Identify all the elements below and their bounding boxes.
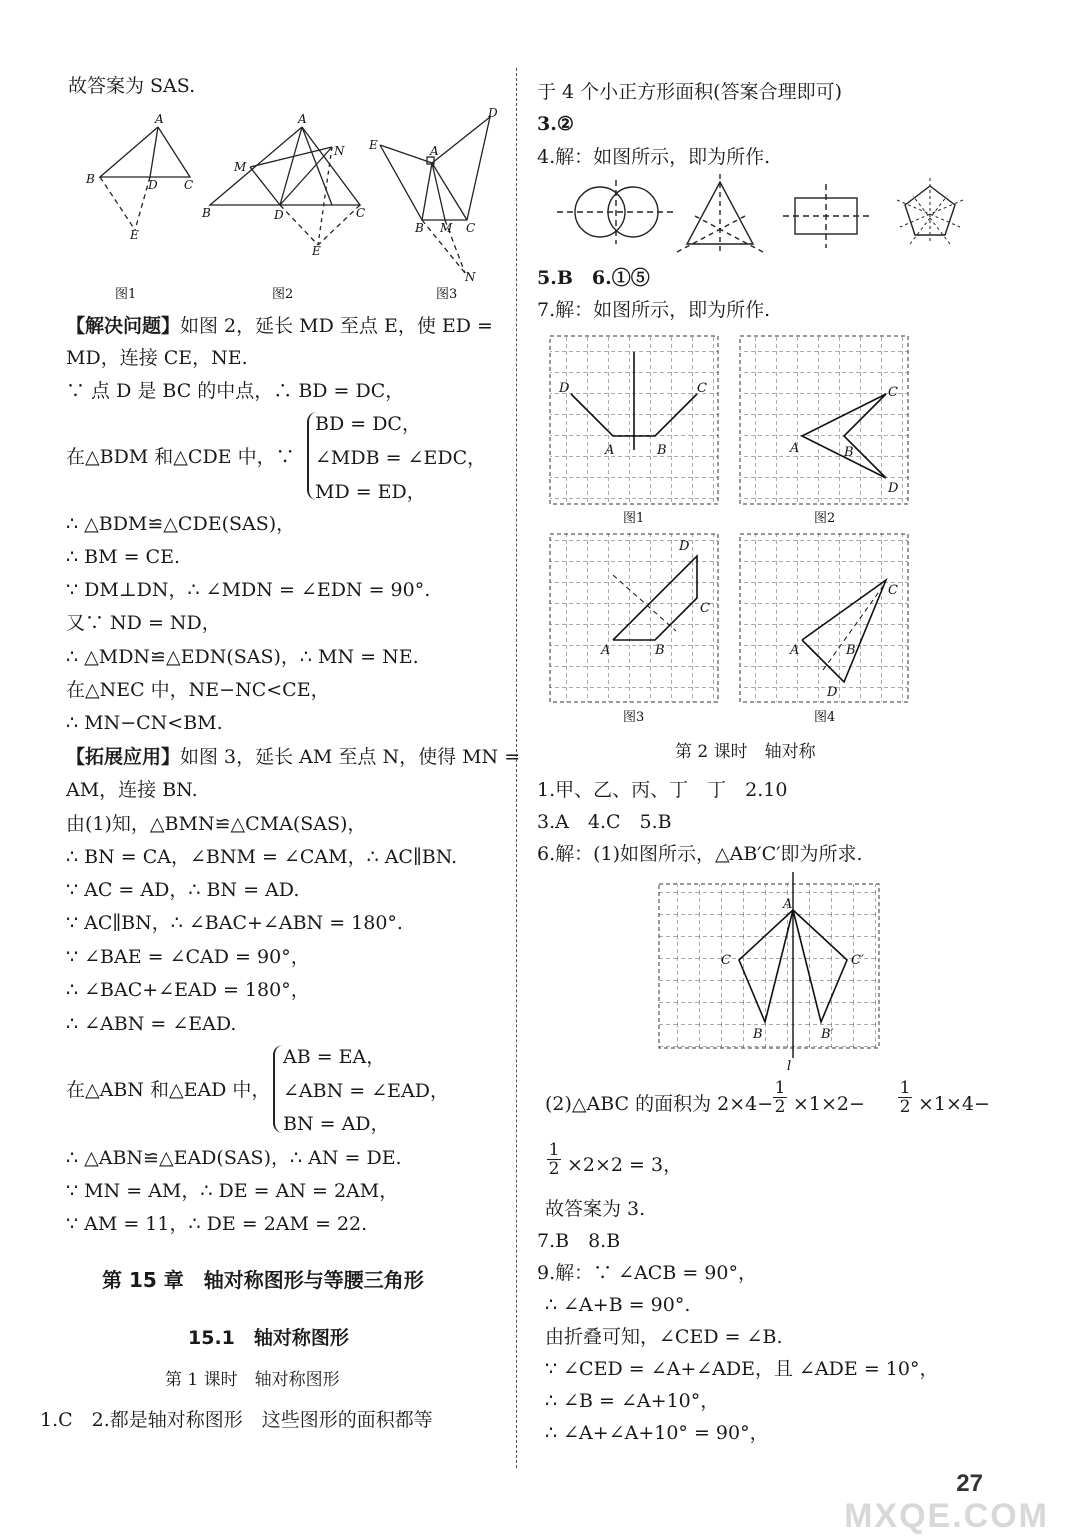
svg-text:A: A [298,112,307,126]
solve-heading: 【解决问题】 [66,315,181,337]
section-title: 15.1 轴对称图形 [188,1327,349,1349]
svg-text:C: C [721,953,731,968]
proof-line: ∴ ∠A+∠A+10° = 90°， [545,1422,769,1444]
proof-line: MD，连接 CE，NE. [66,347,248,369]
svg-text:D: D [148,178,158,192]
answer-line: 1.甲、乙、丙、丁 丁 2.10 [537,779,788,801]
grid-caption: 图2 [814,511,836,526]
svg-text:B: B [655,643,665,658]
svg-text:M: M [440,221,453,235]
svg-text:C: C [356,206,366,220]
formula-part: ×2×2 = 3， [567,1154,683,1176]
proof-line: ∵ AC∥BN，∴ ∠BAC+∠ABN = 180°. [66,912,403,934]
system-line: MD = ED， [315,481,426,503]
extension-paragraph [66,745,520,769]
figure-caption: 图2 [272,287,294,302]
proof-line: 在△NEC 中，NE−NC<CE， [66,679,330,701]
proof-line: ∴ △MDN≌△EDN(SAS)，∴ MN = NE. [66,646,419,668]
brace [273,1045,283,1133]
proof-line: ∴ ∠ABN = ∠EAD. [66,1013,237,1035]
svg-text:C′: C′ [851,953,864,968]
proof-line: ∴ MN−CN<BM. [66,712,223,734]
grid-figures [545,330,945,730]
extension-heading: 【拓展应用】 [66,746,181,768]
svg-text:B′: B′ [821,1027,834,1042]
answer-line: 7.B 8.B [537,1230,621,1252]
proof-line: ∵ 点 D 是 BC 的中点，∴ BD = DC， [66,380,405,402]
answer-line: 1.C 2.都是轴对称图形 这些图形的面积都等 [40,1409,433,1431]
fraction [773,1079,787,1116]
geometry-figures [70,105,510,305]
lesson-title: 第 2 课时 轴对称 [675,742,816,762]
formula-part: ×1×2− [793,1093,865,1115]
proof-line: ∵ AM = 11，∴ DE = 2AM = 22. [66,1213,368,1235]
answer-line: 9.解：∵ ∠ACB = 90°， [537,1262,757,1284]
svg-text:B: B [844,445,854,460]
proof-line: 由折叠可知，∠CED = ∠B. [545,1326,783,1348]
proof-line: ∴ △ABN≌△EAD(SAS)，∴ AN = DE. [66,1147,402,1169]
svg-text:B: B [415,221,424,235]
proof-line: ∵ ∠CED = ∠A+∠ADE，且 ∠ADE = 10°， [545,1358,939,1380]
svg-text:A: A [790,441,800,456]
fraction-denominator: 2 [548,1159,560,1179]
svg-text:A: A [605,443,615,458]
svg-text:B: B [202,206,211,220]
svg-text:D: D [559,381,570,396]
svg-text:A: A [790,643,800,658]
svg-text:A: A [783,897,793,912]
system-line: ∠ABN = ∠EAD， [283,1080,449,1102]
svg-text:D: D [888,481,899,496]
symmetry-shapes [555,172,995,262]
proof-line: ∴ △BDM≌△CDE(SAS)， [66,513,296,535]
proof-line: ∵ MN = AM，∴ DE = AN = 2AM， [66,1180,399,1202]
system-line: BD = DC， [315,413,421,435]
svg-text:C: C [700,601,710,616]
svg-text:C: C [466,221,476,235]
fraction-numerator: 1 [899,1078,911,1098]
svg-text:B: B [846,643,856,658]
svg-text:C: C [184,178,194,192]
answer-line: 6.解：(1)如图所示，△AB′C′即为所求. [537,843,863,865]
area-formula [545,1092,773,1116]
answer-line: 于 4 个小正方形面积(答案合理即可) [537,81,842,103]
svg-text:B: B [657,443,667,458]
answer-line: 故答案为 SAS. [68,75,196,97]
grid-caption: 图3 [623,710,645,725]
fraction-denominator: 2 [774,1097,786,1117]
answer-line: 7.解：如图所示，即为所作. [537,299,771,321]
grid-caption: 图1 [623,511,645,526]
svg-text:C: C [888,385,898,400]
chapter-title: 第 15 章 轴对称图形与等腰三角形 [102,1268,424,1292]
svg-text:D: D [488,106,498,120]
svg-text:N: N [334,144,345,158]
fraction-numerator: 1 [774,1078,786,1098]
svg-text:D: D [827,685,838,700]
grid-caption: 图4 [814,710,836,725]
answer-line: 3.A 4.C 5.B [537,811,672,833]
page-number: 27 [956,1470,983,1497]
svg-text:A: A [155,112,164,126]
proof-line: ∵ DM⊥DN，∴ ∠MDN = ∠EDN = 90°. [66,579,431,601]
svg-text:l: l [787,1059,792,1074]
system-prefix: 在△BDM 和△CDE 中，∵ [66,446,295,468]
svg-text:E: E [312,244,321,258]
figure-caption: 图3 [436,287,458,302]
svg-text:N: N [465,270,476,284]
svg-text:A: A [430,144,439,158]
svg-text:C: C [888,583,898,598]
svg-text:E: E [130,228,139,242]
proof-line: ∴ ∠B = ∠A+10°， [545,1390,720,1412]
system-line: AB = EA， [283,1046,386,1068]
svg-text:M: M [234,160,247,174]
fraction [547,1141,561,1178]
answer-line: 5.B 6.①⑤ [537,267,650,289]
fraction-numerator: 1 [548,1140,560,1160]
extension-text: 如图 3，延长 AM 至点 N，使得 MN = [180,746,521,768]
proof-line: ∴ BM = CE. [66,546,180,568]
lesson-title: 第 1 课时 轴对称图形 [165,1370,340,1390]
svg-text:E: E [369,138,378,152]
proof-line: ∴ BN = CA，∠BNM = ∠CAM，∴ AC∥BN. [66,846,458,868]
proof-line: ∵ AC = AD，∴ BN = AD. [66,879,300,901]
formula-part: ×1×4− [918,1093,990,1115]
proof-line: AM，连接 BN. [66,779,198,801]
proof-line: ∴ ∠BAC+∠EAD = 180°， [66,979,310,1001]
svg-text:C: C [697,381,707,396]
solve-text: 如图 2，延长 MD 至点 E，使 ED = [180,315,493,337]
system-line: BN = AD， [283,1113,390,1135]
svg-text:D: D [679,539,690,554]
fraction-denominator: 2 [899,1097,911,1117]
proof-line: 又∵ ND = ND， [66,612,221,634]
svg-text:D: D [274,208,284,222]
svg-text:B: B [753,1027,763,1042]
watermark: MXQE.COM [844,1497,1049,1535]
answer-line: 3.② [537,113,574,135]
svg-text:A: A [601,643,611,658]
fraction [898,1079,912,1116]
system-prefix: 在△ABN 和△EAD 中， [66,1079,271,1101]
answer-line: 故答案为 3. [545,1198,646,1220]
solve-paragraph [66,314,493,338]
proof-line: 由(1)知，△BMN≌△CMA(SAS)， [66,813,367,835]
figure-caption: 图1 [115,287,137,302]
answer-line: 4.解：如图所示，即为所作. [537,146,771,168]
formula-part: (2)△ABC 的面积为 2×4− [545,1093,774,1115]
proof-line: ∴ ∠A+B = 90°. [545,1294,691,1316]
svg-text:B: B [86,172,95,186]
reflection-grid-figure [655,870,885,1075]
system-line: ∠MDB = ∠EDC， [315,447,487,469]
proof-line: ∵ ∠BAE = ∠CAD = 90°， [66,946,310,968]
